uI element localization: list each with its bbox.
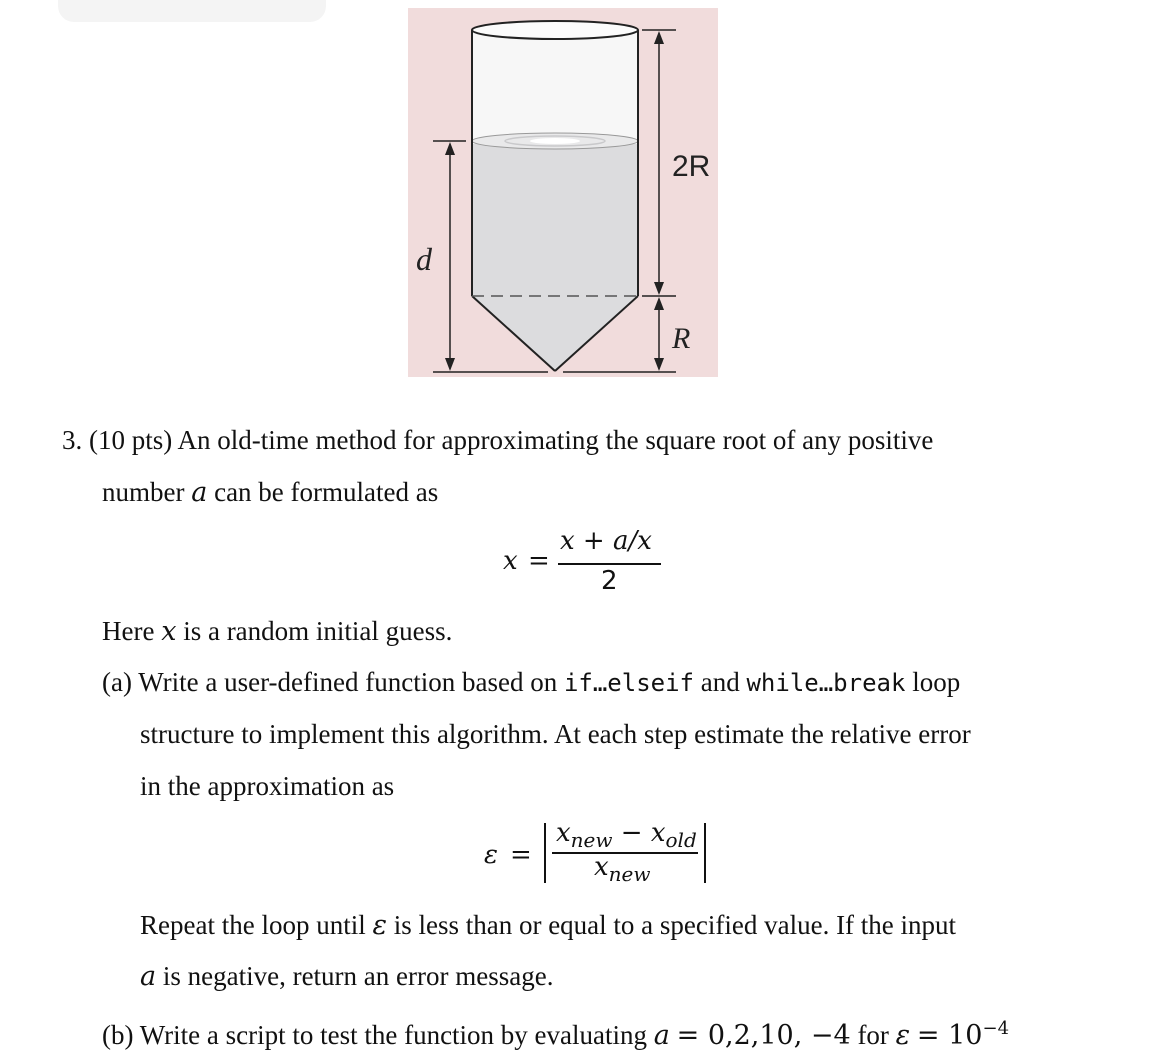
header-placeholder: [58, 0, 326, 22]
var-epsilon: ε: [372, 910, 387, 941]
problem-points: (10 pts): [89, 425, 173, 455]
part-a-line-1: (a) Write a user-defined function based on if…elseif and while…break loop: [102, 667, 961, 697]
code-while-break: while…break: [746, 669, 906, 697]
problem-line-1: [62, 424, 933, 456]
repeat-line-1: Repeat the loop until ε is less than or equal to a specified value. If the input: [140, 910, 957, 941]
formula2-numerator: $x_{new} - x_{old}$: [556, 818, 697, 853]
problem-intro-1: An old-time method for approximating the square root of any positive: [177, 425, 934, 455]
part-a-label: (a): [102, 667, 132, 697]
formula1-fraction-bar: [558, 563, 661, 565]
label-d: d: [416, 241, 432, 277]
code-if-elseif: if…elseif: [563, 669, 694, 697]
part-a-line-3: in the approximation as: [140, 771, 395, 801]
problem-line-2: number a can be formulated as: [102, 477, 439, 508]
part-a-line-2: structure to implement this algorithm. At each step estimate the relative error: [140, 719, 971, 749]
exponent: −4: [982, 1018, 1010, 1039]
tank-diagram: [408, 8, 718, 377]
formula1-denominator: 2: [601, 566, 618, 596]
repeat-line-2: a is negative, return an error message.: [140, 961, 554, 992]
formula1-numerator: x + a/x: [560, 526, 652, 556]
label-2R: 2R: [672, 150, 711, 183]
tank-figure: [408, 8, 718, 377]
var-x: x: [161, 616, 177, 647]
formula2-denominator: $x_{new}$: [594, 852, 651, 887]
problem-number: 3.: [62, 425, 83, 455]
part-b-line: (b) Write a script to test the function by evaluating a = 0,2,10, −4 for $\varepsilon = 10^{-4}$: [102, 1018, 1010, 1051]
label-R: R: [672, 322, 691, 355]
tank-top-rim: [472, 21, 638, 39]
abs-bar-left: [544, 823, 546, 883]
var-a: a: [191, 477, 208, 508]
tank-empty-space: [472, 30, 638, 144]
part-b-label: (b): [102, 1020, 134, 1050]
problem-line-here: Here x is a random initial guess.: [102, 616, 453, 647]
abs-bar-right: [704, 823, 706, 883]
